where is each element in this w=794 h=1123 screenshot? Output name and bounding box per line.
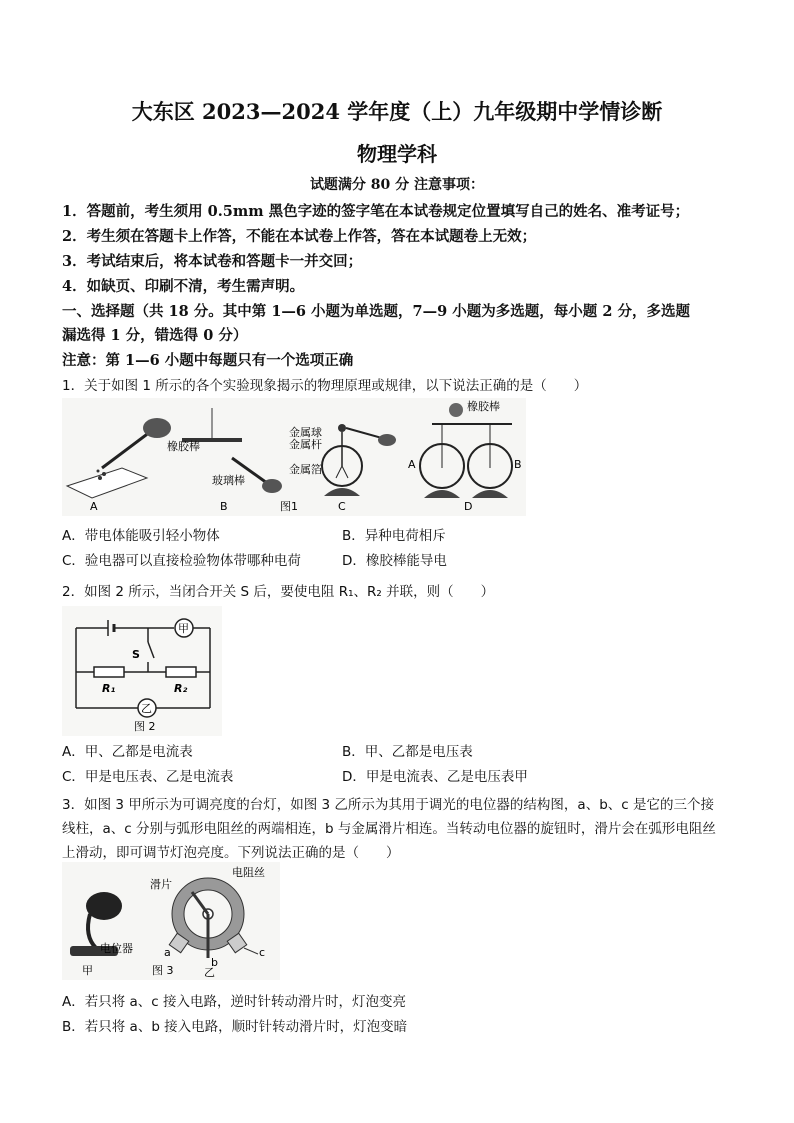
fig1-rubber-rod-b: 橡胶棒 [167, 440, 200, 453]
fig3-resistance-wire: 电阻丝 [232, 866, 265, 879]
fig2-r1: R₁ [102, 682, 116, 695]
instruction-1: 1．答题前，考生须用 0.5mm 黑色字迹的签字笔在本试卷规定位置填写自己的姓名、准考证号； [62, 203, 690, 220]
q2-option-c: C．甲是电压表、乙是电流表 [62, 769, 234, 785]
fig1-label-d: D [464, 500, 473, 513]
q1-option-d: D．橡胶棒能导电 [342, 553, 447, 569]
fig1-metal-foil: 金属箔 [289, 463, 322, 476]
q1-option-c: C．验电器可以直接检验物体带哪种电荷 [62, 553, 301, 569]
figure-1 [62, 398, 526, 516]
q2-stem: 2．如图 2 所示，当闭合开关 S 后，要使电阻 R₁、R₂ 并联，则（ ） [62, 584, 495, 600]
fig3-jia: 甲 [82, 964, 93, 977]
q3-option-b: B．若只将 a、b 接入电路，顺时针转动滑片时，灯泡变暗 [62, 1019, 408, 1035]
fig2-r2: R₂ [174, 682, 188, 695]
fig1-electroscope-a: A [408, 458, 416, 471]
figure-2 [62, 606, 222, 736]
q3-option-a: A．若只将 a、c 接入电路，逆时针转动滑片时，灯泡变亮 [62, 994, 407, 1010]
section1-heading-line1: 一、选择题（共 18 分。其中第 1—6 小题为单选题，7—9 小题为多选题，每小题 2 分，多选题 [62, 303, 690, 320]
fig3-terminal-b: b [211, 956, 218, 969]
q3-stem-line1: 3．如图 3 甲所示为可调亮度的台灯，如图 3 乙所示为其用于调光的电位器的结构图，a、b、c 是它的三个接 [62, 797, 714, 813]
q2-option-d: D．甲是电流表、乙是电压表甲 [342, 769, 528, 785]
fig3-terminal-a: a [164, 946, 171, 959]
instruction-2: 2．考生须在答题卡上作答，不能在本试卷上作答，答在本试题卷上无效； [62, 228, 537, 245]
q3-stem-line2: 线柱，a、c 分别与弧形电阻丝的两端相连，b 与金属滑片相连。当转动电位器的旋钮时，滑片会在弧形电阻丝 [62, 821, 716, 837]
exam-title: 大东区 2023—2024 学年度（上）九年级期中学情诊断 [131, 99, 663, 124]
q3-stem-line3: 上滑动，即可调节灯泡亮度。下列说法正确的是（ ） [62, 845, 400, 861]
subject-title: 物理学科 [357, 142, 437, 166]
fig1-label-a: A [90, 500, 98, 513]
fig2-yi: 乙 [141, 702, 152, 715]
fig1-caption: 图1 [280, 500, 298, 513]
figure-3 [62, 862, 280, 980]
instruction-4: 4．如缺页、印刷不清，考生需声明。 [62, 278, 305, 295]
fig2-switch: S [132, 648, 140, 661]
fig1-rubber-rod-d: 橡胶棒 [467, 400, 500, 413]
q1-stem: 1．关于如图 1 所示的各个实验现象揭示的物理原理或规律，以下说法正确的是（ ） [62, 378, 588, 394]
q1-option-a: A．带电体能吸引轻小物体 [62, 528, 220, 544]
fig1-label-b: B [220, 500, 228, 513]
q2-option-b: B．甲、乙都是电压表 [342, 744, 473, 760]
score-note: 试题满分 80 分 注意事项： [309, 177, 485, 193]
fig2-caption: 图 2 [134, 720, 156, 733]
fig1-metal-ball: 金属球 [289, 426, 322, 439]
fig1-label-c: C [338, 500, 346, 513]
section1-note: 注意：第 1—6 小题中每题只有一个选项正确 [62, 352, 354, 369]
fig1-electroscope-b: B [514, 458, 522, 471]
fig3-slider: 滑片 [150, 878, 172, 891]
fig3-yi: 乙 [204, 966, 215, 979]
fig3-caption: 图 3 [152, 964, 174, 977]
fig3-terminal-c: c [259, 946, 266, 959]
fig1-glass-rod: 玻璃棒 [212, 474, 245, 487]
section1-heading-line2: 漏选得 1 分，错选得 0 分） [62, 327, 248, 344]
q2-option-a: A．甲、乙都是电流表 [62, 744, 193, 760]
fig1-metal-rod: 金属杆 [289, 438, 322, 451]
fig2-jia: 甲 [178, 622, 189, 635]
q1-option-b: B．异种电荷相斥 [342, 528, 446, 544]
instruction-3: 3．考试结束后，将本试卷和答题卡一并交回； [62, 253, 363, 270]
fig3-potentiometer-label: 电位器 [100, 942, 133, 955]
